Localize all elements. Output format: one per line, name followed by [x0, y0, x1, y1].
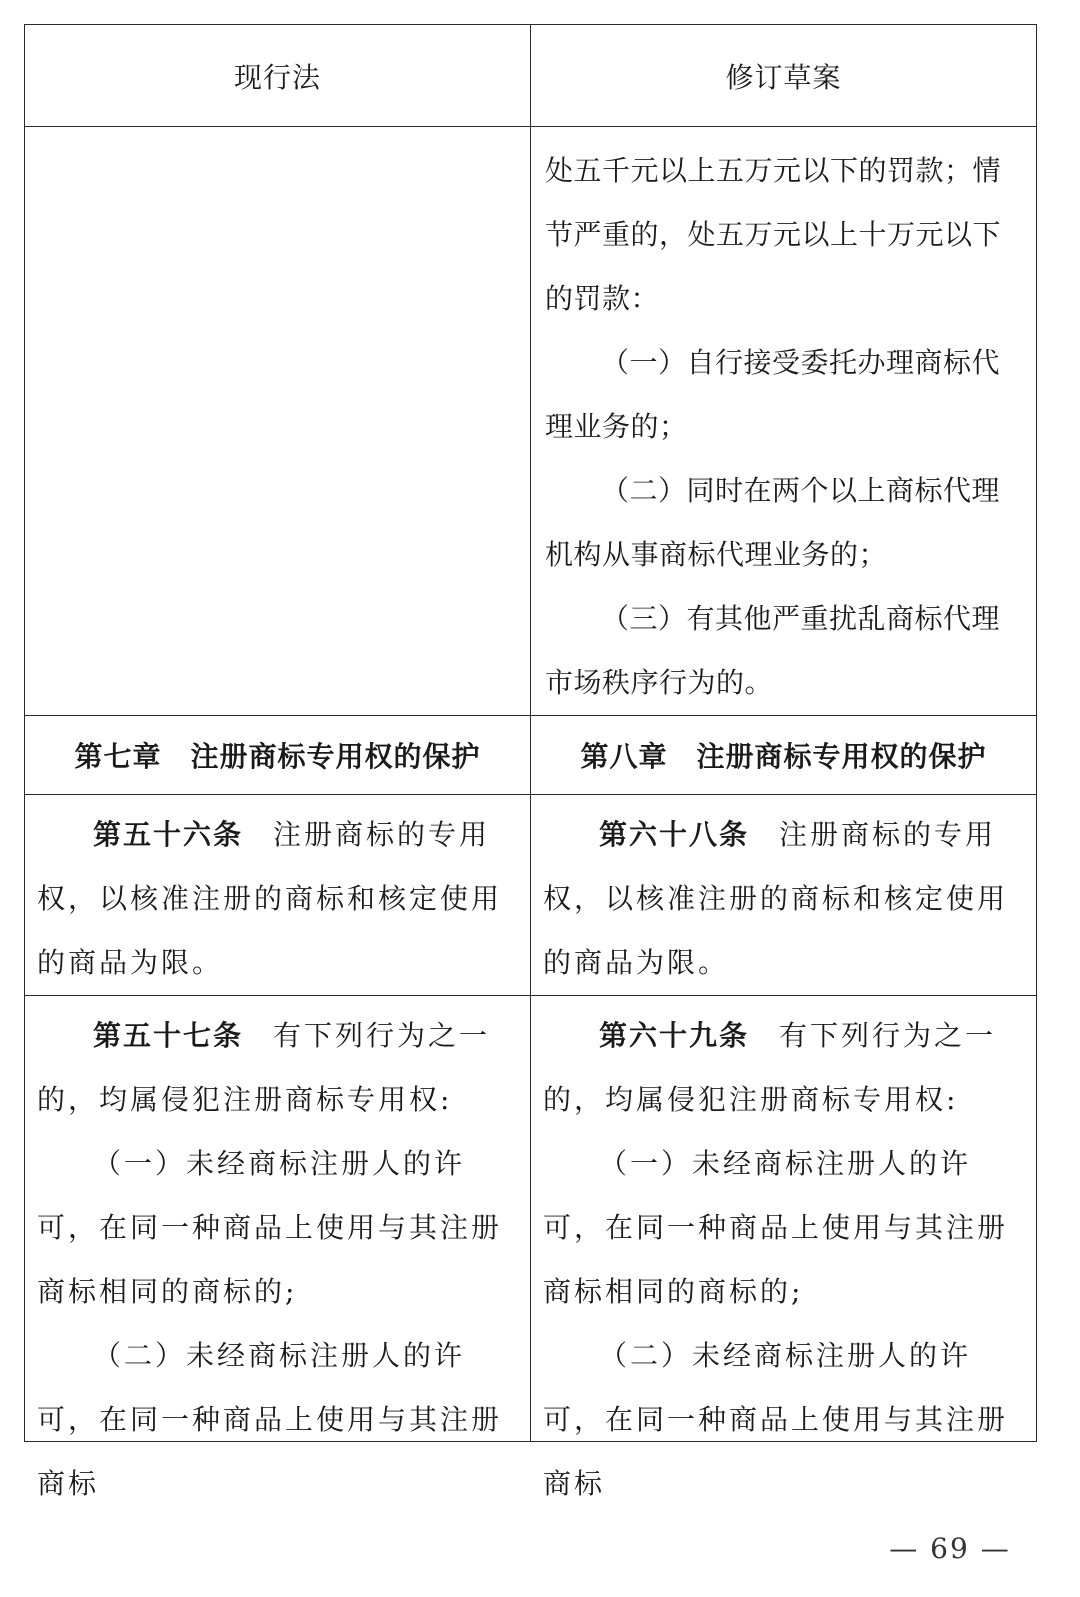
article-text: 有下列行为之一的，均属侵犯注册商标专用权:	[37, 1019, 491, 1116]
chapter-row	[25, 716, 1037, 795]
comparison-table	[24, 24, 1037, 1500]
article-number: 第六十八条	[599, 818, 750, 851]
article-number: 第六十九条	[599, 1019, 750, 1052]
article-item-2: （二）未经商标注册人的许可，在同一种商品上使用与其注册商标	[37, 1339, 503, 1500]
article-item-1: （一）未经商标注册人的许可，在同一种商品上使用与其注册商标相同的商标的;	[37, 1147, 503, 1308]
article-item-2: （二）未经商标注册人的许可，在同一种商品上使用与其注册商标	[543, 1339, 1009, 1500]
continued-article-row	[25, 127, 1037, 716]
draft-item-1: （一）自行接受委托办理商标代理业务的；	[545, 346, 1001, 443]
header-row	[25, 25, 1037, 127]
article-item-1: （一）未经商标注册人的许可，在同一种商品上使用与其注册商标相同的商标的;	[543, 1147, 1009, 1308]
draft-paragraph: 处五千元以上五万元以下的罚款；情节严重的，处五万元以上十万元以下的罚款：	[545, 154, 1002, 315]
article-paragraph	[543, 803, 1024, 995]
current-law-cell-empty	[25, 127, 531, 716]
draft-item-2: （二）同时在两个以上商标代理机构从事商标代理业务的；	[545, 474, 1001, 571]
article-current-cell	[25, 795, 531, 996]
article-row	[25, 795, 1037, 996]
chapter-title-draft: 第八章 注册商标专用权的保护	[531, 716, 1037, 795]
article-paragraph	[37, 803, 518, 995]
article-paragraph	[543, 1004, 1024, 1132]
article-number: 第五十六条	[93, 818, 244, 851]
article-draft-cell	[531, 795, 1037, 996]
header-current-law: 现行法	[25, 25, 531, 127]
article-text: 有下列行为之一的，均属侵犯注册商标专用权:	[543, 1019, 997, 1116]
article-current-cell	[25, 996, 531, 1500]
draft-item-3: （三）有其他严重扰乱商标代理市场秩序行为的。	[545, 602, 1001, 699]
article-text: 注册商标的专用权，以核准注册的商标和核定使用的商品为限。	[37, 818, 503, 979]
article-paragraph	[37, 1004, 518, 1132]
article-text: 注册商标的专用权，以核准注册的商标和核定使用的商品为限。	[543, 818, 1009, 979]
chapter-title-current: 第七章 注册商标专用权的保护	[25, 716, 531, 795]
article-number: 第五十七条	[93, 1019, 244, 1052]
page-number: — 69 —	[889, 1532, 1011, 1565]
revision-draft-cell	[531, 127, 1037, 716]
article-row	[25, 996, 1037, 1442]
header-revision-draft: 修订草案	[531, 25, 1037, 127]
article-draft-cell	[531, 996, 1037, 1500]
